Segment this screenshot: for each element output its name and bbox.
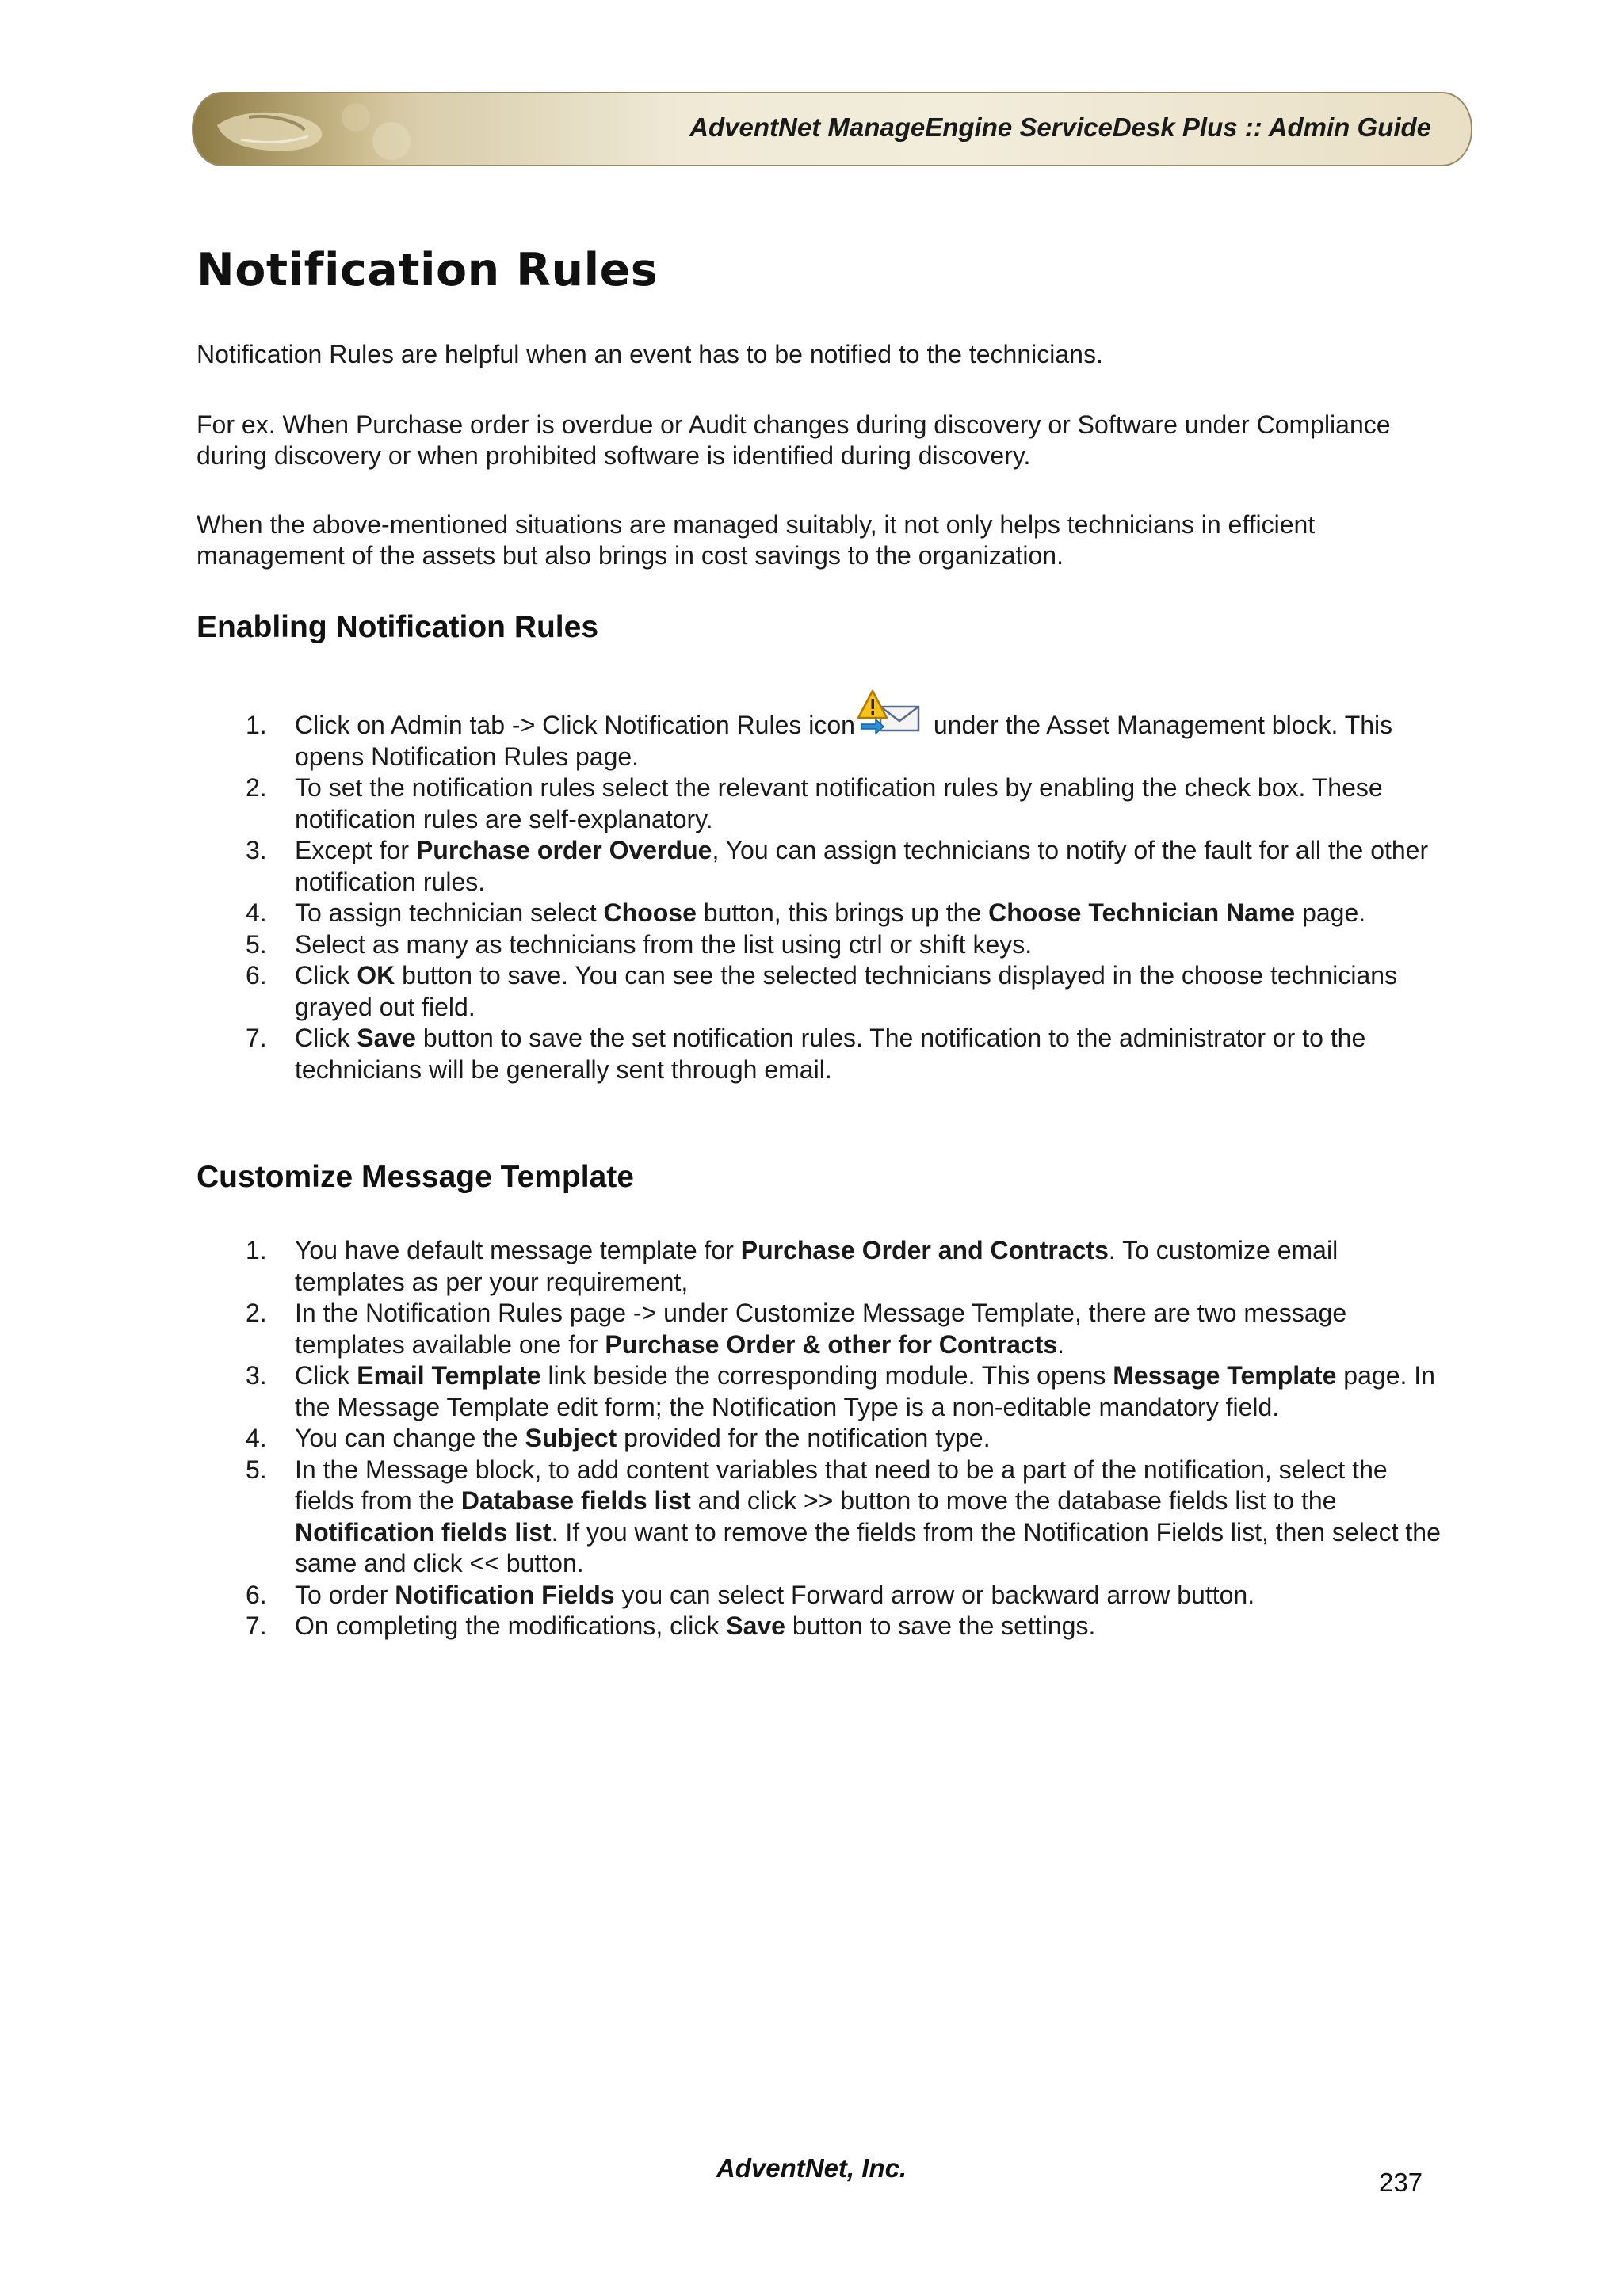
- intro-paragraph: When the above-mentioned situations are managed suitably, it not only helps technicians in efficient management of the assets but also brings in cost savings to the organization.: [197, 510, 1316, 570]
- list-item-number: 5.: [246, 929, 267, 959]
- list-item-number: 2.: [246, 1299, 267, 1327]
- list-item: 7. Click Save button to save the set notification rules. The notification to the administrator or to the technicians will be generally sent through email.: [246, 1024, 1366, 1084]
- list-item-number: 7.: [246, 1024, 267, 1052]
- list-item: 2. In the Notification Rules page -> under Customize Message Template, there are two message templates available one for Purchase Order & other for Contracts.: [246, 1299, 1347, 1359]
- list-item: 5. In the Message block, to add content variables that need to be a part of the notification, select the fields from the Database fields list and click >> button to move the database fields list to the Notification fields list. If you want to remove the fields from the Notification Fields list, then select the same and click << button.: [246, 1455, 1441, 1577]
- footer-company: AdventNet, Inc.: [716, 2153, 907, 2183]
- intro-paragraph: For ex. When Purchase order is overdue or Audit changes during discovery or Software under Compliance during discovery or when prohibited software is identified during discovery.: [197, 410, 1391, 470]
- banner-decoration-image: [193, 93, 455, 166]
- customize-steps-list: [197, 1235, 1441, 1642]
- list-item-number: 7.: [246, 1611, 267, 1640]
- list-item: 3. Except for Purchase order Overdue, You can assign technicians to notify of the fault for all the other notification rules.: [246, 836, 1429, 896]
- list-item-number: 6.: [246, 961, 267, 990]
- list-item-number: 5.: [246, 1455, 267, 1484]
- page-number: 237: [1379, 2168, 1423, 2197]
- list-item-number: 2.: [246, 773, 267, 802]
- list-item: 6. Click OK button to save. You can see the selected technicians displayed in the choose technicians grayed out field.: [246, 961, 1398, 1021]
- list-item-number: 4.: [246, 898, 267, 927]
- list-item-number: 4.: [246, 1424, 267, 1452]
- page-title: Notification Rules: [197, 244, 659, 296]
- list-item-number: 3.: [246, 836, 267, 864]
- header-banner: [192, 92, 1472, 166]
- enabling-steps-list: [197, 710, 1441, 1085]
- list-item: 4. To assign technician select Choose button, this brings up the Choose Technician Name page.: [197, 898, 1441, 929]
- list-item-number: 1.: [246, 711, 267, 739]
- list-item: 1. You have default message template for Purchase Order and Contracts. To customize email templates as per your requirement,: [246, 1236, 1338, 1296]
- intro-paragraph: Notification Rules are helpful when an event has to be notified to the technicians.: [197, 340, 1103, 368]
- list-item: 6. To order Notification Fields you can select Forward arrow or backward arrow button.: [197, 1580, 1441, 1611]
- list-item-number: 6.: [246, 1580, 267, 1609]
- warning-envelope-icon: [857, 688, 922, 735]
- list-item-number: 3.: [246, 1361, 267, 1390]
- list-item: 7. On completing the modifications, click Save button to save the settings.: [197, 1611, 1441, 1642]
- list-item: 1. Click on Admin tab -> Click Notification Rules icon under the Asset Management block. This opens Notification Rules page.: [197, 710, 1441, 772]
- section-heading-enabling: Enabling Notification Rules: [197, 610, 599, 644]
- list-item: 5. Select as many as technicians from the list using ctrl or shift keys.: [197, 929, 1441, 961]
- list-item-number: 1.: [246, 1236, 267, 1264]
- section-heading-customize: Customize Message Template: [197, 1160, 634, 1194]
- header-title: AdventNet ManageEngine ServiceDesk Plus :: Admin Guide: [689, 113, 1431, 142]
- list-item: 2. To set the notification rules select the relevant notification rules by enabling the check box. These notification rules are self-explanatory.: [246, 773, 1383, 833]
- list-item: 3. Click Email Template link beside the corresponding module. This opens Message Template page. In the Message Template edit form; the Notification Type is a non-editable mandatory field.: [246, 1361, 1435, 1421]
- list-item: 4. You can change the Subject provided for the notification type.: [197, 1423, 1441, 1455]
